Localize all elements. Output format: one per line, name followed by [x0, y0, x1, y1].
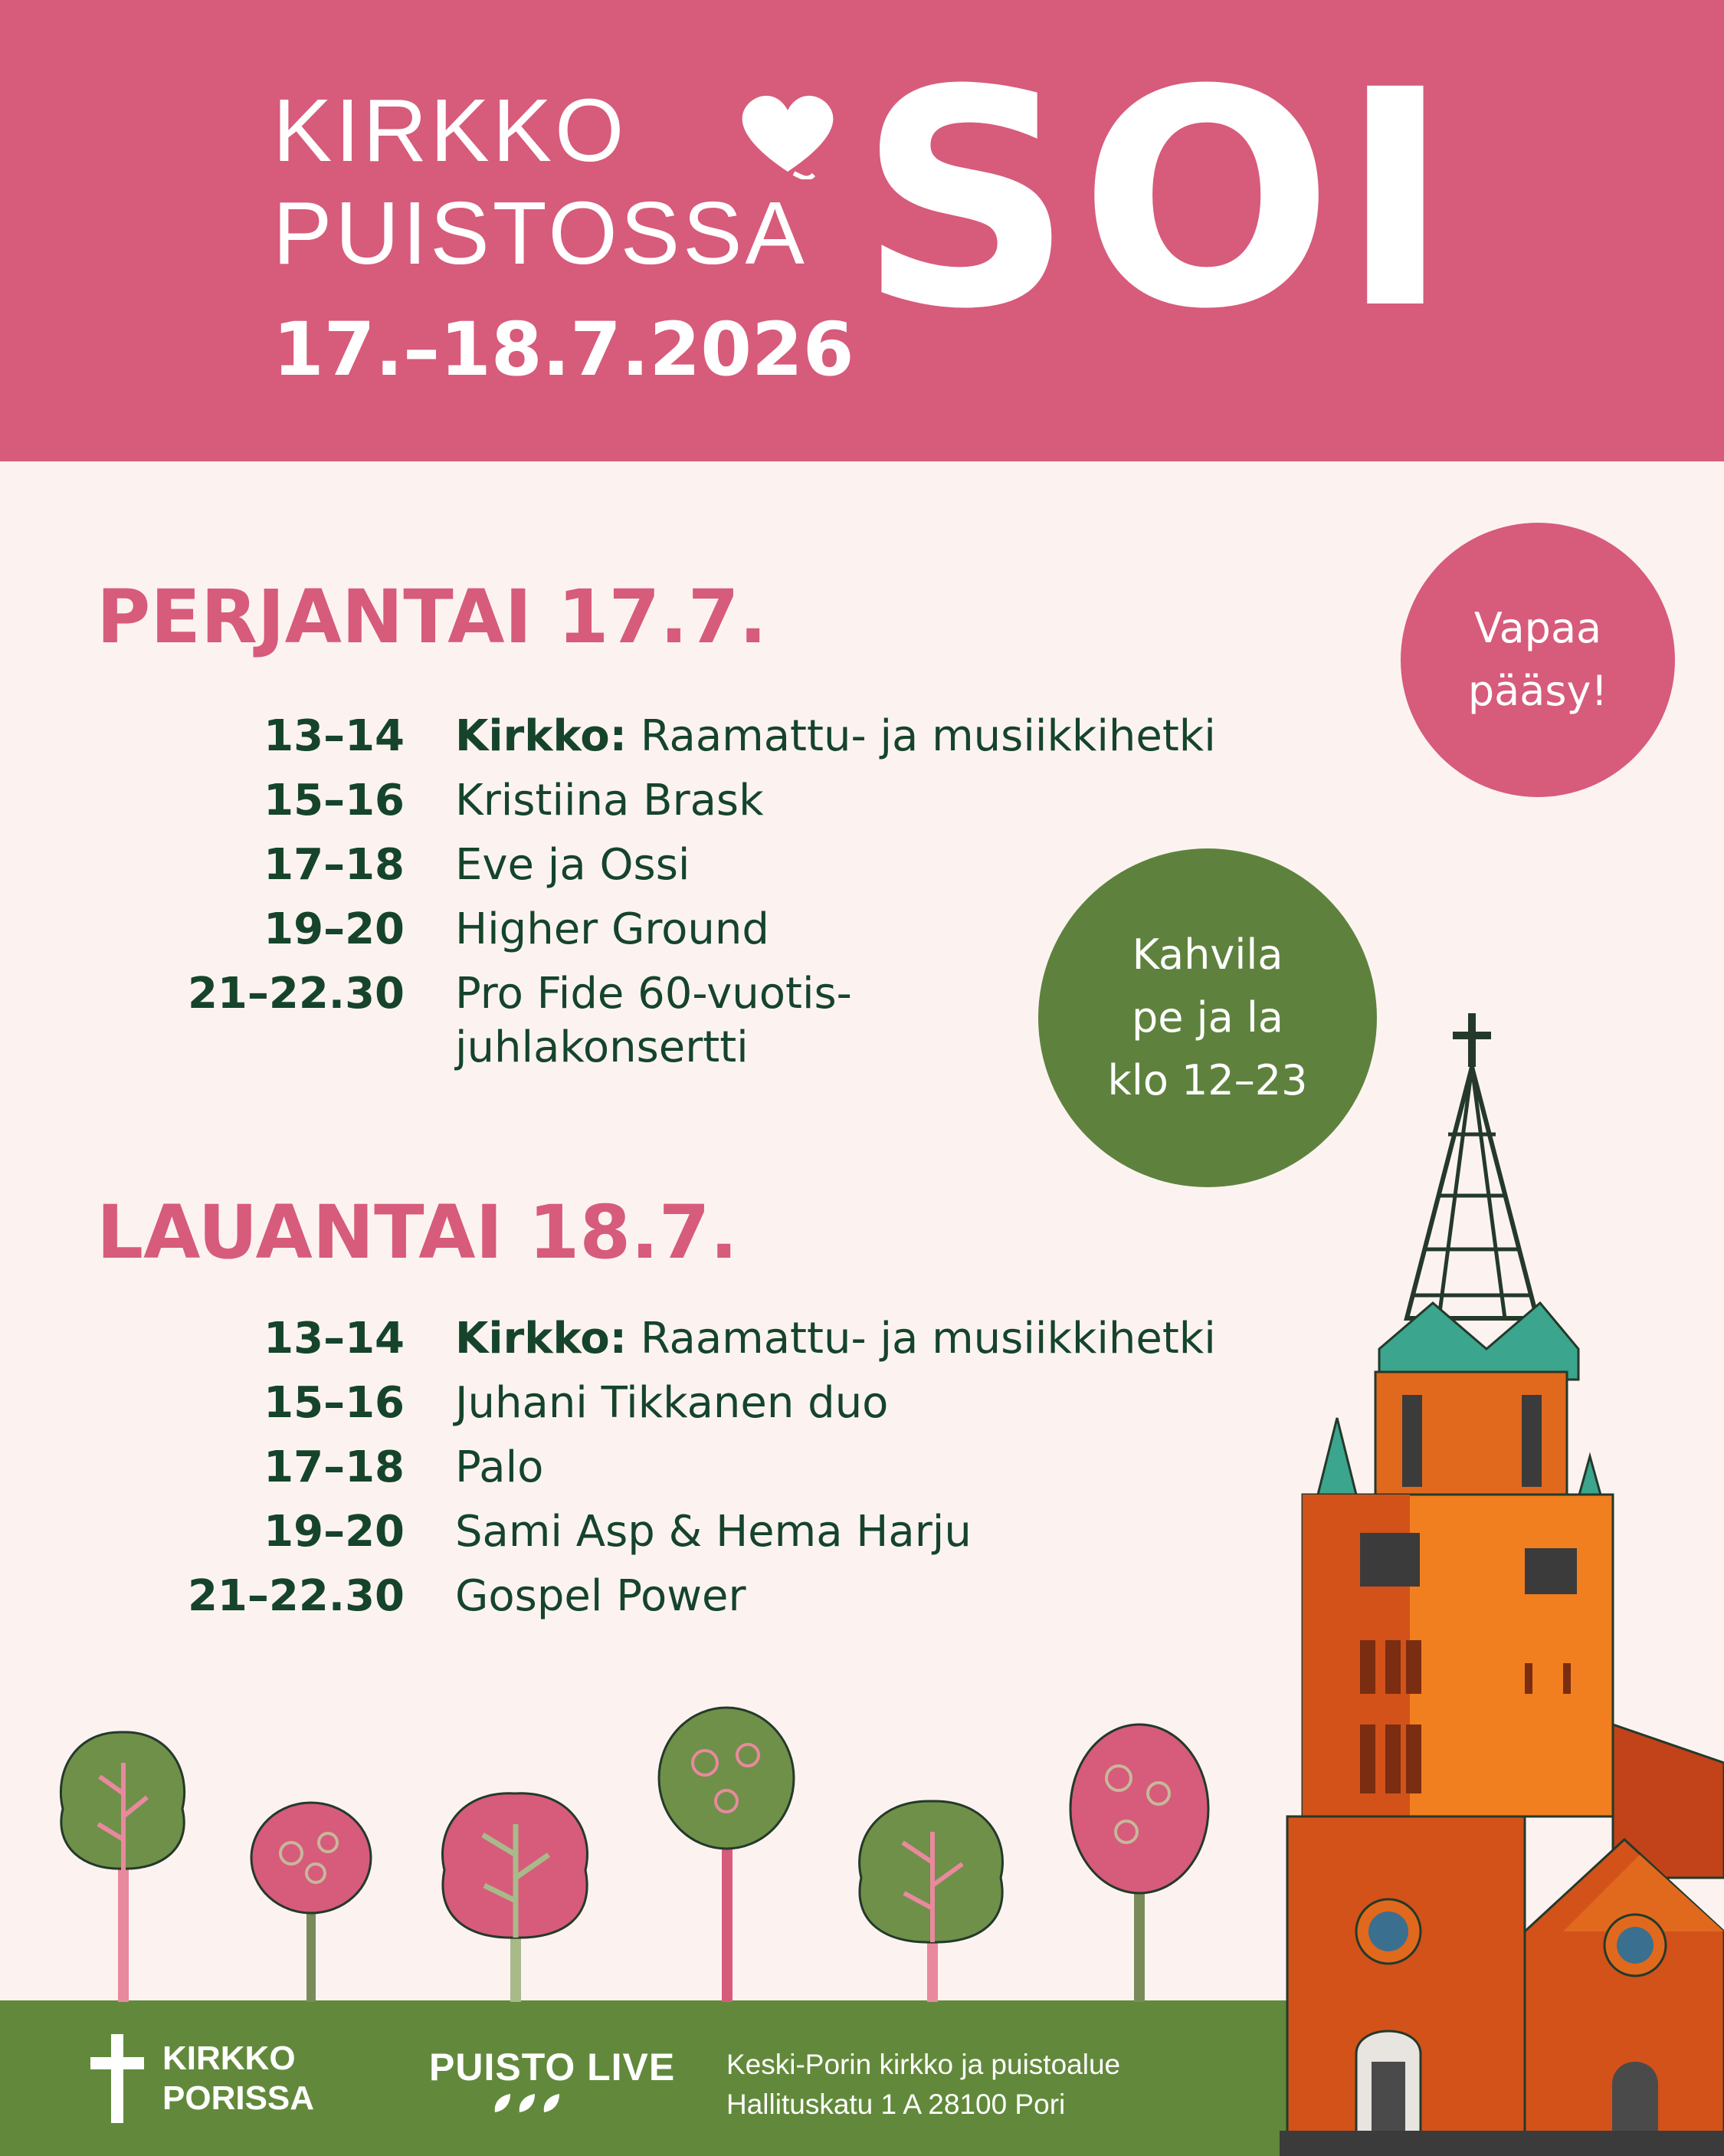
- day-title-friday: PERJANTAI 17.7.: [97, 574, 768, 660]
- performer-name: Raamattu- ja musiikkihetki: [627, 1314, 1216, 1363]
- venue-label: Kirkko:: [455, 1314, 628, 1363]
- schedule-time: 19–20: [264, 904, 405, 954]
- free-entry-text: Vapaa pääsy!: [1467, 604, 1608, 715]
- address-line-2: Hallituskatu 1 A 28100 Pori: [726, 2089, 1066, 2120]
- performer-name: Eve ja Ossi: [455, 840, 690, 890]
- tree-green-3: [860, 1801, 1003, 2002]
- tree-green-2: [659, 1708, 794, 2002]
- event-dates: 17.–18.7.2026: [273, 307, 854, 392]
- church-illustration: [1280, 1013, 1724, 2156]
- logo-line-1: KIRKKO: [273, 80, 628, 180]
- schedule-time: 21–22.30: [187, 1571, 405, 1621]
- soi-title: SOI: [858, 26, 1457, 374]
- schedule-time: 13–14: [264, 1314, 405, 1363]
- puisto-live-logo: PUISTO LIVE: [429, 2046, 676, 2089]
- schedule-time: 15–16: [264, 776, 405, 825]
- schedule-time: 13–14: [264, 711, 405, 761]
- venue-label: Kirkko:: [455, 711, 628, 761]
- performer-name: Higher Ground: [455, 904, 769, 954]
- performer-name: Palo: [455, 1442, 544, 1492]
- schedule-time: 17–18: [264, 840, 405, 890]
- performer-name: Sami Asp & Hema Harju: [455, 1507, 972, 1557]
- schedule-time: 17–18: [264, 1442, 405, 1492]
- day-title-saturday: LAUANTAI 18.7.: [97, 1190, 738, 1275]
- cafe-text: Kahvila pe ja la klo 12–23: [1107, 930, 1308, 1104]
- schedule-time: 21–22.30: [187, 969, 405, 1019]
- address-line-1: Keski-Porin kirkko ja puistoalue: [726, 2049, 1121, 2080]
- performer-name: Gospel Power: [455, 1571, 746, 1621]
- performer-name: Juhani Tikkanen duo: [455, 1378, 889, 1428]
- kirkko-porissa-logo: KIRKKO PORISSA: [162, 2040, 315, 2117]
- tree-green-1: [61, 1732, 184, 2002]
- tree-pink-3: [1070, 1724, 1208, 2002]
- performer-name: Raamattu- ja musiikkihetki: [627, 711, 1216, 761]
- schedule-time: 19–20: [264, 1507, 405, 1557]
- schedule-time: 15–16: [264, 1378, 405, 1428]
- logo-line-2: PUISTOSSA: [273, 183, 808, 283]
- tree-pink-1: [251, 1803, 371, 2002]
- performer-name: Pro Fide 60-vuotis- juhlakonsertti: [455, 969, 852, 1072]
- performer-name: Kristiina Brask: [455, 776, 764, 825]
- tree-pink-2: [443, 1793, 588, 2002]
